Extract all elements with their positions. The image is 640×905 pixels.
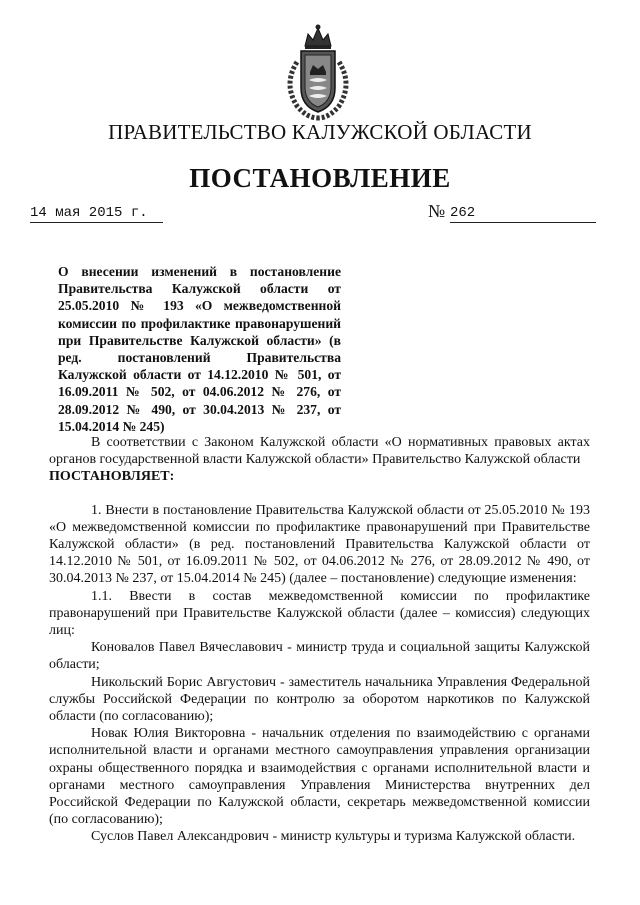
- document-number: 262: [450, 205, 596, 223]
- paragraph: 1. Внести в постановление Правительства Калужской области от 25.05.2010 № 193 «О межведомственной комиссии по профилактике правонарушений при Правительстве Калужской области» (в ред. постановлений Правительства Калужской области от 14.12.2010 № 501, от 16.09.2011 № 502, от 04.06.2012 № 276, от 28.09.2012 № 490, от 30.04.2013 № 237, от 15.04.2014 № 245) (далее – постановление) следующие изменения:: [49, 502, 590, 587]
- paragraph: Коновалов Павел Вячеславович - министр труда и социальной защиты Калужской области;: [49, 640, 590, 673]
- document-body: [49, 434, 590, 846]
- paragraph: Никольский Борис Августович - заместитель начальника Управления Федеральной службы Российской Федерации по контролю за оборотом наркотиков по Калужской области (по согласованию);: [49, 674, 590, 725]
- document-title: О внесении изменений в постановление Правительства Калужской области от 25.05.2010 № 193 «О межведомственной комиссии по профилактике правонарушений при Правительстве Калужской области» (в ред. постановлений Правительства Калужской области от 14.12.2010 № 501, от 16.09.2011 № 502, от 04.06.2012 № 276, от 28.09.2012 № 490, от 30.04.2013 № 237, от 15.04.2014 № 245): [58, 264, 341, 434]
- paragraph: Суслов Павел Александрович - министр культуры и туризма Калужской области.: [91, 829, 576, 845]
- coat-of-arms-icon: [275, 22, 361, 122]
- preamble: В соответствии с Законом Калужской области «О нормативных правовых актах органов государственной власти Калужской области» Правительство Калужской области: [49, 435, 590, 468]
- document-type: ПОСТАНОВЛЕНИЕ: [189, 163, 451, 193]
- organization-name: ПРАВИТЕЛЬСТВО КАЛУЖСКОЙ ОБЛАСТИ: [108, 120, 532, 144]
- paragraph: 1.1. Ввести в состав межведомственной комиссии по профилактике правонарушений при Правительстве Калужской области (далее – комиссия) следующих лиц:: [49, 588, 590, 639]
- paragraph: Новак Юлия Викторовна - начальник отделения по взаимодействию с органами исполнительной власти и органами местного самоуправления управления организации охраны общественного порядка и взаимодействия с органами исполнительной власти и органами местного самоуправления Управления Министерства внутренних дел Российской Федерации по Калужской области, секретарь межведомственной комиссии (по согласованию);: [49, 726, 590, 828]
- decree-word: ПОСТАНОВЛЯЕТ:: [49, 469, 175, 485]
- document-date: 14 мая 2015 г.: [30, 205, 163, 223]
- number-label: №: [428, 201, 446, 221]
